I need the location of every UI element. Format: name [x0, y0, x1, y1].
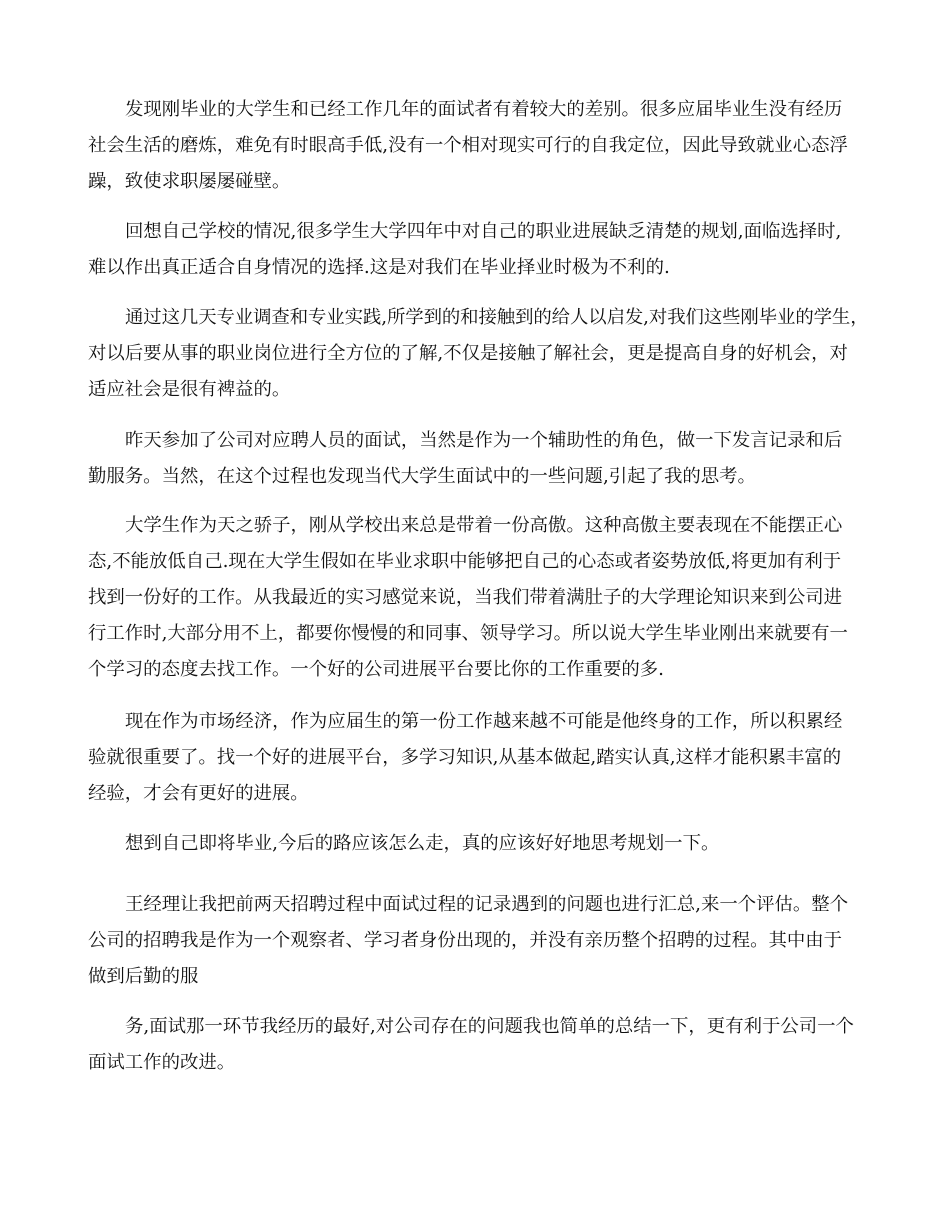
text-line: 现在作为市场经济，作为应届生的第一份工作越来越不可能是他终身的工作，所以积累经 — [125, 711, 843, 732]
text-line: 想到自己即将毕业,今后的路应该怎么走，真的应该好好地思考规划一下。 — [125, 833, 720, 854]
text-line: 王经理让我把前两天招聘过程中面试过程的记录遇到的问题也进行汇总,来一个评估。整个 — [125, 894, 849, 915]
text-line: 社会生活的磨炼，难免有时眼高手低,没有一个相对现实可行的自我定位，因此导致就业心态浮 — [88, 135, 848, 156]
text-line: 躁，致使求职屡屡碰壁。 — [88, 171, 291, 192]
text-line: 昨天参加了公司对应聘人员的面试，当然是作为一个辅助性的角色，做一下发言记录和后 — [125, 430, 843, 451]
text-line: 适应社会是很有裨益的。 — [88, 379, 291, 400]
paragraph-5 — [88, 508, 868, 688]
text-line: 态,不能放低自己.现在大学生假如在毕业求职中能够把自己的心态或者姿势放低,将更加有利于 — [88, 551, 842, 572]
text-line: 经验，才会有更好的进展。 — [88, 783, 309, 804]
text-line: 大学生作为天之骄子，刚从学校出来总是带着一份高傲。这种高傲主要表现在不能摆正心 — [125, 515, 843, 536]
text-line: 务,面试那一环节我经历的最好,对公司存在的问题我也简单的总结一下，更有利于公司一个 — [125, 1016, 854, 1037]
paragraph-4 — [88, 423, 868, 495]
text-line: 难以作出真正适合自身情况的选择.这是对我们在毕业择业时极为不利的. — [88, 257, 670, 278]
text-line: 找到一份好的工作。从我最近的实习感觉来说，当我们带着满肚子的大学理论知识来到公司进 — [88, 587, 843, 608]
text-line: 通过这几天专业调查和专业实践,所学到的和接触到的给人以启发,对我们这些刚毕业的学生， — [125, 307, 869, 328]
paragraph-8 — [88, 887, 868, 995]
text-line: 回想自己学校的情况,很多学生大学四年中对自己的职业进展缺乏清楚的规划,面临选择时, — [125, 221, 842, 242]
paragraph-1 — [88, 92, 868, 200]
text-line: 行工作时,大部分用不上，都要你慢慢的和同事、领导学习。所以说大学生毕业刚出来就要有一 — [88, 623, 848, 644]
text-line: 面试工作的改进。 — [88, 1052, 236, 1073]
text-line: 勤服务。当然，在这个过程也发现当代大学生面试中的一些问题,引起了我的思考。 — [88, 466, 756, 487]
text-line: 验就很重要了。找一个好的进展平台，多学习知识,从基本做起,踏实认真,这样才能积累丰富的 — [88, 747, 842, 768]
text-line: 个学习的态度去找工作。一个好的公司进展平台要比你的工作重要的多. — [88, 659, 664, 680]
text-line: 做到后勤的服 — [88, 966, 199, 987]
paragraph-3 — [88, 300, 868, 408]
paragraph-7 — [88, 826, 868, 862]
paragraph-2 — [88, 214, 868, 286]
text-line: 对以后要从事的职业岗位进行全方位的了解,不仅是接触了解社会，更是提高自身的好机会，对 — [88, 343, 848, 364]
paragraph-9 — [88, 1009, 868, 1081]
paragraph-6 — [88, 704, 868, 812]
text-line: 公司的招聘我是作为一个观察者、学习者身份出现的，并没有亲历整个招聘的过程。其中由于 — [88, 930, 843, 951]
text-line: 发现刚毕业的大学生和已经工作几年的面试者有着较大的差别。很多应届毕业生没有经历 — [125, 99, 843, 120]
